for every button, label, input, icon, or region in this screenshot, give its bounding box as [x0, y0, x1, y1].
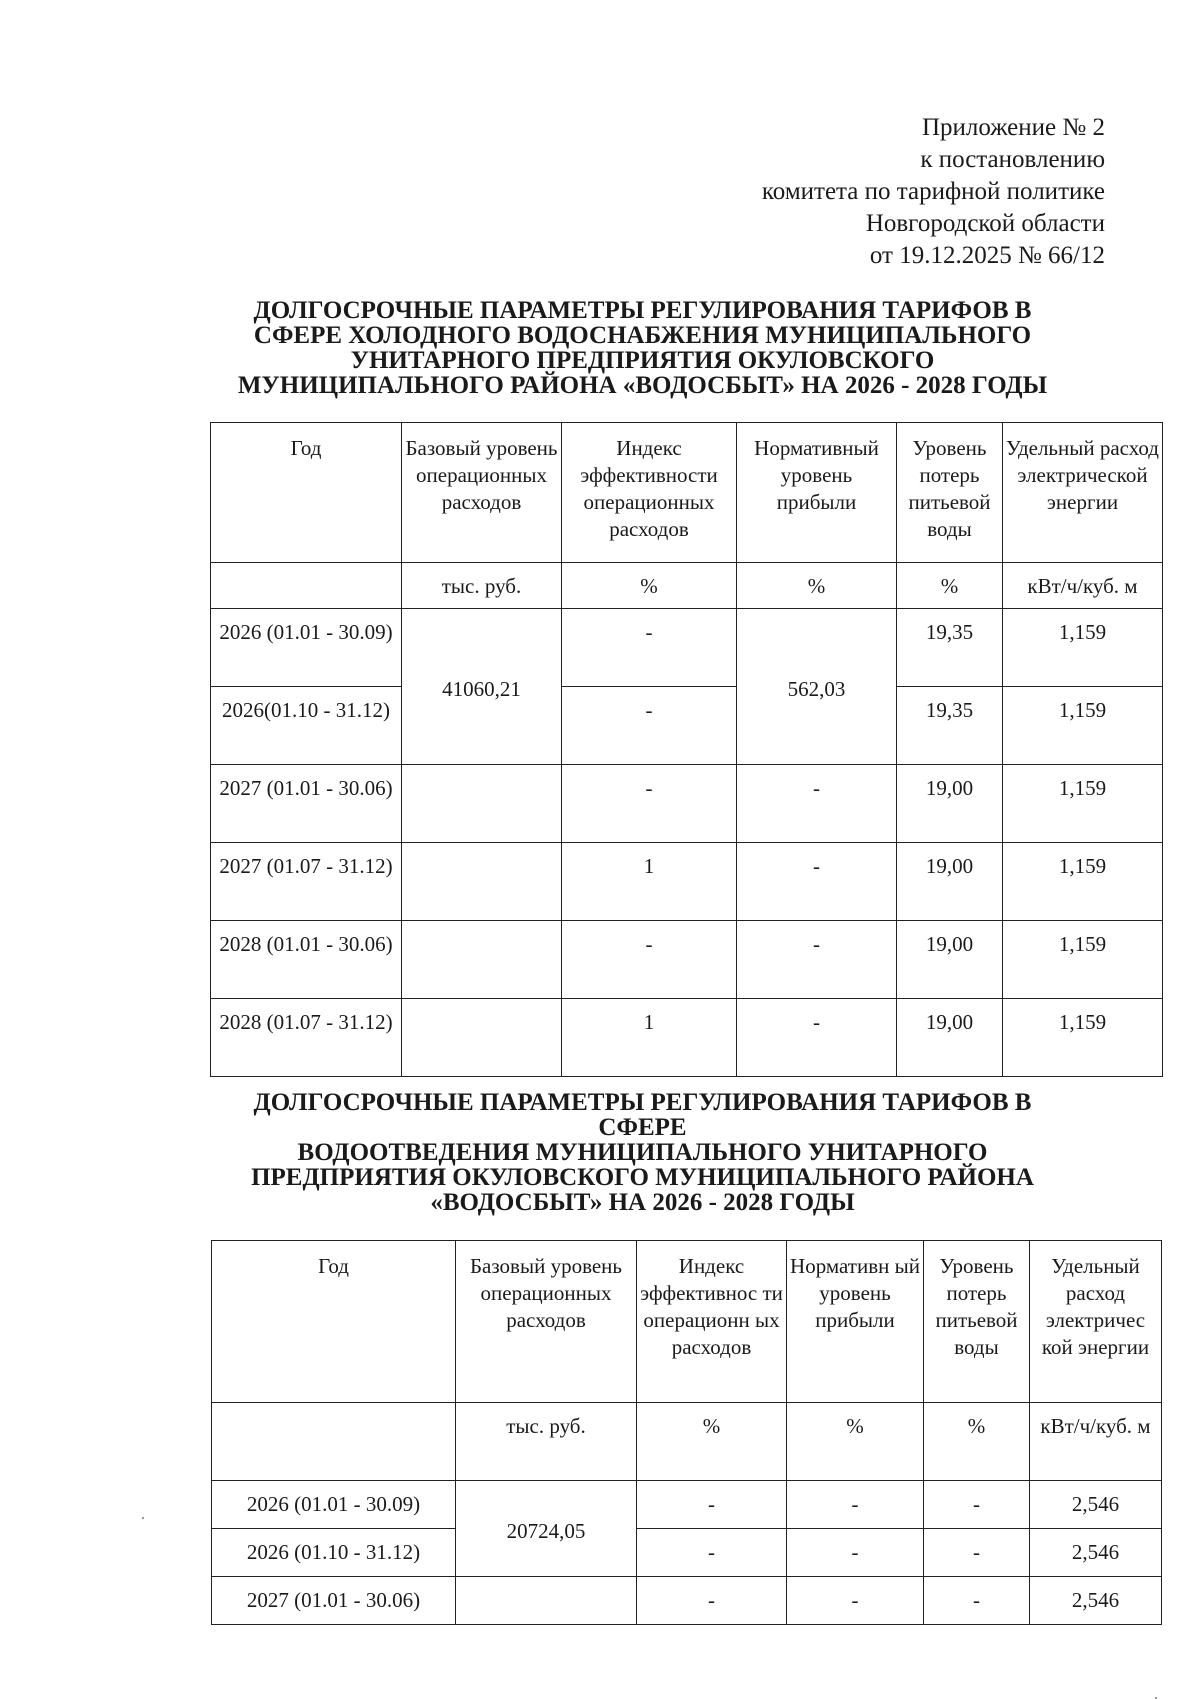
- unit-index: %: [637, 1403, 787, 1481]
- cell-year: 2027 (01.01 - 30.06): [212, 1577, 456, 1625]
- cell-year: 2027 (01.01 - 30.06): [211, 765, 402, 843]
- header-index: Индекс эффективнос ти операционн ых расходов: [637, 1241, 787, 1403]
- cell-index: -: [562, 687, 737, 765]
- table-row: [212, 1481, 1162, 1529]
- cell-profit: -: [737, 843, 897, 921]
- cell-energy: 1,159: [1003, 765, 1163, 843]
- unit-losses: %: [924, 1403, 1030, 1481]
- title-line: СФЕРЕ: [598, 1114, 687, 1141]
- cell-energy: 2,546: [1030, 1529, 1162, 1577]
- header-base: Базовый уровень операционных расходов: [402, 423, 562, 563]
- section1-title: [190, 298, 1095, 398]
- unit-energy: кВт/ч/куб. м: [1030, 1403, 1162, 1481]
- cell-losses: 19,35: [897, 609, 1003, 687]
- cell-energy: 1,159: [1003, 609, 1163, 687]
- cell-base: [456, 1577, 637, 1625]
- cell-profit-merged: 562,03: [737, 609, 897, 765]
- cell-losses: 19,00: [897, 843, 1003, 921]
- table-row: [211, 921, 1163, 999]
- table-row: [212, 1577, 1162, 1625]
- cell-losses: 19,35: [897, 687, 1003, 765]
- cell-profit: -: [737, 765, 897, 843]
- table-row: [211, 999, 1163, 1077]
- cell-profit: -: [737, 999, 897, 1077]
- cell-index: -: [637, 1481, 787, 1529]
- header-row: [212, 1241, 1162, 1403]
- cell-profit: -: [737, 921, 897, 999]
- cell-base-merged: 41060,21: [402, 609, 562, 765]
- wastewater-table: [211, 1240, 1162, 1625]
- annex-block: [762, 112, 1105, 272]
- annex-line: Приложение № 2: [921, 114, 1105, 141]
- title-line: МУНИЦИПАЛЬНОГО РАЙОНА «ВОДОСБЫТ» НА 2026 - 2028 ГОДЫ: [237, 372, 1048, 399]
- cell-energy: 1,159: [1003, 921, 1163, 999]
- cell-year: 2028 (01.07 - 31.12): [211, 999, 402, 1077]
- header-year: Год: [212, 1241, 456, 1403]
- header-losses: Уровень потерь питьевой воды: [897, 423, 1003, 563]
- cell-losses: 19,00: [897, 765, 1003, 843]
- cell-year: 2026 (01.01 - 30.09): [211, 609, 402, 687]
- header-energy: Удельный расход электрической энергии: [1003, 423, 1163, 563]
- cell-losses: 19,00: [897, 999, 1003, 1077]
- cell-year: 2026 (01.01 - 30.09): [212, 1481, 456, 1529]
- cell-year: 2026 (01.10 - 31.12): [212, 1529, 456, 1577]
- cell-profit: -: [787, 1481, 924, 1529]
- title-line: ПРЕДПРИЯТИЯ ОКУЛОВСКОГО МУНИЦИПАЛЬНОГО РАЙОНА: [251, 1164, 1034, 1191]
- unit-losses: %: [897, 563, 1003, 609]
- header-base: Базовый уровень операционных расходов: [456, 1241, 637, 1403]
- annex-line: от 19.12.2025 № 66/12: [869, 242, 1105, 269]
- unit-energy: кВт/ч/куб. м: [1003, 563, 1163, 609]
- title-line: УНИТАРНОГО ПРЕДПРИЯТИЯ ОКУЛОВСКОГО: [350, 347, 935, 374]
- unit-year: [212, 1403, 456, 1481]
- cell-index: -: [562, 609, 737, 687]
- cell-energy: 2,546: [1030, 1577, 1162, 1625]
- header-profit: Нормативный уровень прибыли: [737, 423, 897, 563]
- unit-base: тыс. руб.: [402, 563, 562, 609]
- cell-energy: 1,159: [1003, 843, 1163, 921]
- cell-base: [402, 921, 562, 999]
- title-line: СФЕРЕ ХОЛОДНОГО ВОДОСНАБЖЕНИЯ МУНИЦИПАЛЬНОГО: [253, 322, 1032, 349]
- title-line: ВОДООТВЕДЕНИЯ МУНИЦИПАЛЬНОГО УНИТАРНОГО: [297, 1139, 988, 1166]
- cell-losses: -: [924, 1529, 1030, 1577]
- header-profit: Нормативн ый уровень прибыли: [787, 1241, 924, 1403]
- annex-line: Новгородской области: [865, 210, 1105, 237]
- cell-index: -: [562, 921, 737, 999]
- cell-index: 1: [562, 843, 737, 921]
- header-row: [211, 423, 1163, 563]
- cell-year: 2026(01.10 - 31.12): [211, 687, 402, 765]
- title-line: ДОЛГОСРОЧНЫЕ ПАРАМЕТРЫ РЕГУЛИРОВАНИЯ ТАРИФОВ В: [253, 297, 1032, 324]
- title-line: «ВОДОСБЫТ» НА 2026 - 2028 ГОДЫ: [430, 1189, 855, 1216]
- cell-index: 1: [562, 999, 737, 1077]
- cell-energy: 1,159: [1003, 999, 1163, 1077]
- cell-energy: 1,159: [1003, 687, 1163, 765]
- cell-index: -: [562, 765, 737, 843]
- table-row: [212, 1529, 1162, 1577]
- section2-title: [190, 1090, 1095, 1215]
- cell-base: [402, 843, 562, 921]
- cell-profit: -: [787, 1577, 924, 1625]
- table-row: [211, 843, 1163, 921]
- header-losses: Уровень потерь питьевой воды: [924, 1241, 1030, 1403]
- table-row: [211, 609, 1163, 687]
- annex-line: комитета по тарифной политике: [761, 178, 1105, 205]
- title-line: ДОЛГОСРОЧНЫЕ ПАРАМЕТРЫ РЕГУЛИРОВАНИЯ ТАРИФОВ В: [253, 1089, 1032, 1116]
- cell-index: -: [637, 1529, 787, 1577]
- annex-line: к постановлению: [920, 146, 1105, 173]
- cell-year: 2027 (01.07 - 31.12): [211, 843, 402, 921]
- cell-index: -: [637, 1577, 787, 1625]
- cell-losses: -: [924, 1577, 1030, 1625]
- units-row: [212, 1403, 1162, 1481]
- cell-base: [402, 999, 562, 1077]
- header-year: Год: [211, 423, 402, 563]
- header-energy: Удельный расход электричес кой энергии: [1030, 1241, 1162, 1403]
- scan-speck: [142, 1517, 144, 1519]
- cell-losses: 19,00: [897, 921, 1003, 999]
- unit-profit: %: [787, 1403, 924, 1481]
- table-row: [211, 765, 1163, 843]
- unit-base: тыс. руб.: [456, 1403, 637, 1481]
- unit-profit: %: [737, 563, 897, 609]
- cell-energy: 2,546: [1030, 1481, 1162, 1529]
- water-supply-table: [210, 422, 1163, 1077]
- unit-year: [211, 563, 402, 609]
- cell-base-merged: 20724,05: [456, 1481, 637, 1577]
- cell-year: 2028 (01.01 - 30.06): [211, 921, 402, 999]
- header-index: Индекс эффективности операционных расходов: [562, 423, 737, 563]
- units-row: [211, 563, 1163, 609]
- table-row: [211, 687, 1163, 765]
- cell-base: [402, 765, 562, 843]
- unit-index: %: [562, 563, 737, 609]
- cell-losses: -: [924, 1481, 1030, 1529]
- cell-profit: -: [787, 1529, 924, 1577]
